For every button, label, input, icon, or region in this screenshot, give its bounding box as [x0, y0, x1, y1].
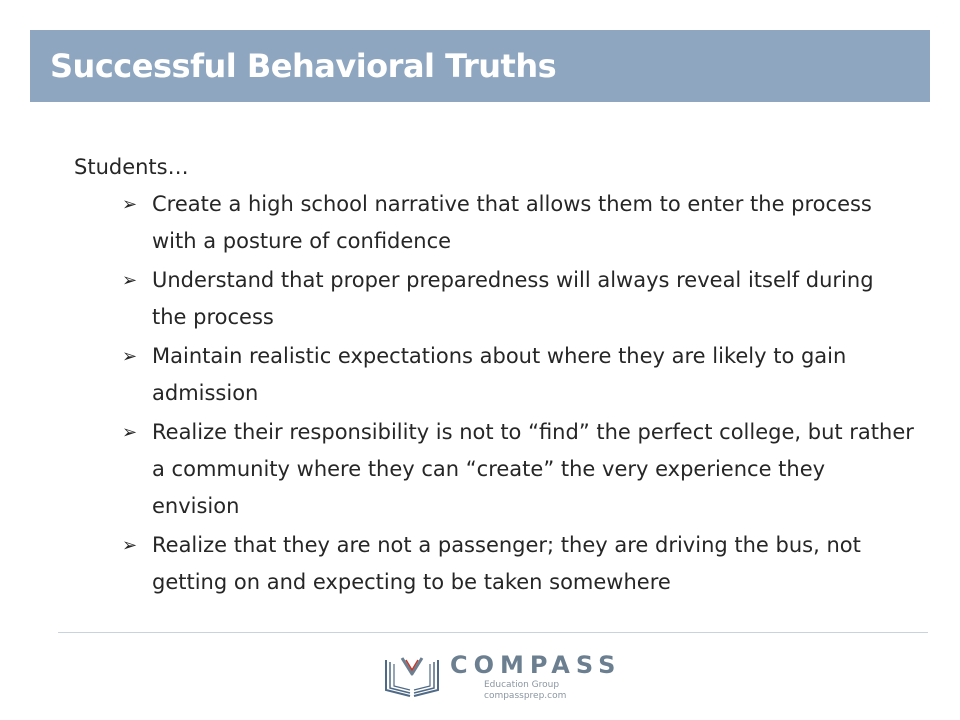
bullet-list	[74, 186, 914, 601]
list-item	[74, 262, 914, 336]
compass-logo	[380, 650, 621, 702]
open-book-compass-icon	[380, 650, 444, 700]
slide-content	[74, 152, 914, 603]
title-bar	[30, 30, 930, 102]
slide-title: Successful Behavioral Truths	[50, 47, 557, 85]
intro-text: Students…	[74, 155, 189, 179]
arrow-bullet-icon: ➢	[122, 535, 138, 556]
arrow-bullet-icon: ➢	[122, 422, 138, 443]
footer-divider	[58, 632, 928, 633]
arrow-bullet-icon: ➢	[122, 346, 138, 367]
bullet-text: Realize their responsibility is not to “find” the perfect college, but rather a community where they can “create” the very experience they envision	[152, 420, 914, 518]
logo-url: compassprep.com	[484, 691, 567, 701]
logo-words	[450, 650, 621, 702]
list-item	[74, 338, 914, 412]
arrow-bullet-icon: ➢	[122, 194, 138, 215]
list-item	[74, 414, 914, 525]
list-item	[74, 527, 914, 601]
logo-tagline: Education Group	[484, 680, 560, 690]
list-item	[74, 186, 914, 260]
bullet-text: Create a high school narrative that allows them to enter the process with a posture of confidence	[152, 192, 872, 253]
bullet-text: Understand that proper preparedness will always reveal itself during the process	[152, 268, 874, 329]
bullet-text: Realize that they are not a passenger; they are driving the bus, not getting on and expecting to be taken somewhere	[152, 533, 861, 594]
arrow-bullet-icon: ➢	[122, 270, 138, 291]
bullet-text: Maintain realistic expectations about where they are likely to gain admission	[152, 344, 847, 405]
logo-name: COMPASS	[450, 651, 622, 679]
